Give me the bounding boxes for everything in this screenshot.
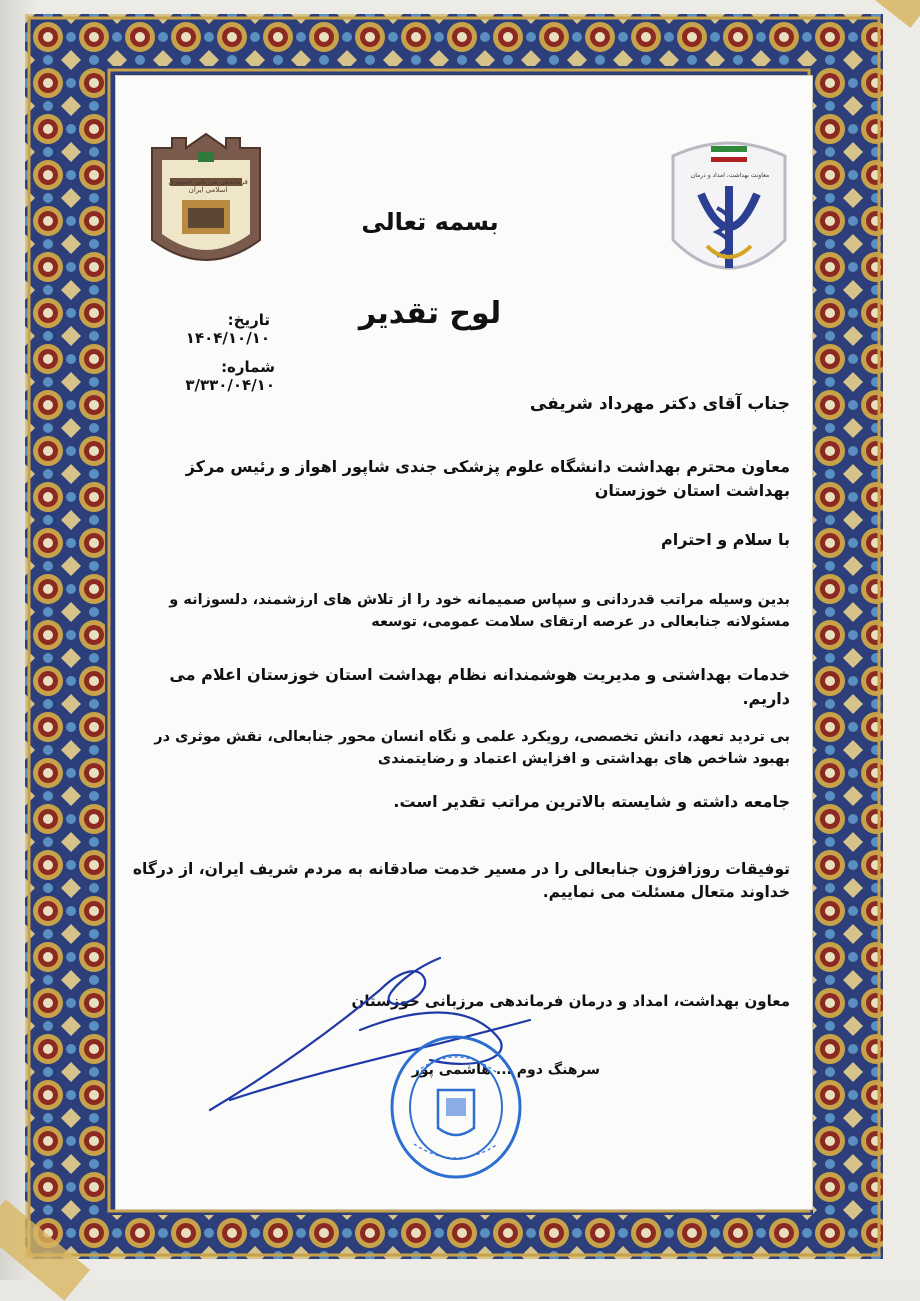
number-label: شماره: bbox=[221, 358, 275, 376]
basmala: بسمه تعالی bbox=[361, 208, 499, 236]
paragraph3: توفیقات روزافزون جنابعالی را در مسیر خدمت صادقانه به مردم شریف ایران، از درگاه خداوند متعال مسئلت می نماییم. bbox=[132, 860, 790, 902]
recipient-name: جناب آقای دکتر مهرداد شریفی bbox=[529, 394, 790, 414]
certificate-title: لوح تقدیر bbox=[358, 296, 502, 331]
paragraph1-line2: خدمات بهداشتی و مدیریت هوشمندانه نظام بهداشت استان خوزستان اعلام می داریم. bbox=[169, 665, 790, 708]
number-value: ۳/۳۳۰/۰۴/۱۰ bbox=[185, 376, 275, 394]
greeting: با سلام و احترام bbox=[661, 530, 790, 549]
date-label: تاریخ: bbox=[227, 311, 270, 329]
right-logo-text: معاونت بهداشت، امداد و درمان bbox=[690, 172, 770, 179]
paragraph2-line1: بی تردید تعهد، دانش تخصصی، رویکرد علمی و نگاه انسان محور جنابعالی، نقش موثری در بهبود شاخص های بهداشتی و افزایش اعتماد و رضایتمندی bbox=[154, 729, 790, 767]
date-line bbox=[150, 311, 270, 347]
date-value: ۱۴۰۴/۱۰/۱۰ bbox=[185, 329, 270, 347]
recipient-title: معاون محترم بهداشت دانشگاه علوم پزشکی جندی شاپور اهواز و رئیس مرکز بهداشت استان خوزستان bbox=[185, 457, 790, 500]
number-line bbox=[140, 358, 275, 394]
left-logo-text: فرماندهی مرزبانی جمهوری اسلامی ایران bbox=[168, 178, 248, 194]
signatory-name: سرهنگ دوم ... هاشمی پور bbox=[411, 1062, 600, 1078]
signatory-title: معاون بهداشت، امداد و درمان فرماندهی مرزبانی خوزستان bbox=[351, 992, 790, 1010]
border-guard-emblem-icon bbox=[142, 130, 270, 275]
paragraph1-line1: بدین وسیله مراتب قدردانی و سپاس صمیمانه خود را از تلاش های ارزشمند، دلسوزانه و مسئولانه جنابعالی در عرصه ارتقای سلامت عمومی، توسعه bbox=[169, 592, 790, 630]
health-caduceus-emblem-icon bbox=[667, 136, 791, 288]
official-round-stamp-icon bbox=[386, 1032, 526, 1182]
paragraph2-line2: جامعه داشته و شایسته بالاترین مراتب تقدیر است. bbox=[393, 792, 790, 811]
